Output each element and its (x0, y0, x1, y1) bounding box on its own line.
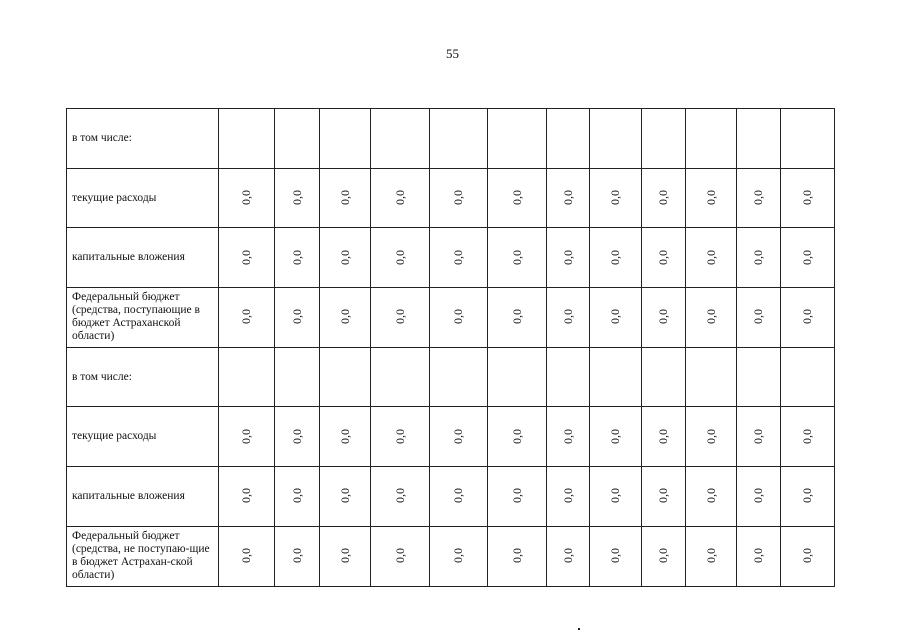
row-label: в том числе: (67, 347, 219, 407)
cell-value: 0,0 (656, 190, 670, 206)
cell-value: 0,0 (800, 190, 814, 206)
value-cell (547, 288, 590, 348)
value-cell (686, 526, 737, 586)
value-cell (275, 526, 320, 586)
cell-value: 0,0 (392, 309, 407, 325)
cell-value: 0,0 (451, 548, 465, 564)
value-cell (430, 228, 488, 288)
value-cell (642, 526, 686, 586)
cell-value: 0,0 (703, 488, 718, 504)
value-cell (320, 347, 371, 407)
value-cell (275, 347, 320, 407)
value-cell (320, 526, 371, 586)
row-label: текущие расходы (67, 407, 219, 467)
value-cell (737, 168, 781, 228)
row-label: Федеральный бюджет (средства, поступающие в бюджет Астраханской области) (67, 288, 219, 348)
value-cell (547, 168, 590, 228)
value-cell (642, 288, 686, 348)
value-cell (642, 467, 686, 527)
value-cell (430, 288, 488, 348)
value-cell (371, 467, 430, 527)
value-cell (686, 467, 737, 527)
value-cell (219, 228, 275, 288)
value-cell (781, 228, 835, 288)
value-cell (590, 288, 642, 348)
value-cell (737, 347, 781, 407)
cell-value: 0,0 (703, 190, 718, 206)
value-cell (219, 288, 275, 348)
budget-table (66, 108, 835, 587)
cell-value: 0,0 (608, 548, 622, 564)
cell-value: 0,0 (608, 309, 622, 325)
value-cell (320, 168, 371, 228)
cell-value: 0,0 (751, 548, 765, 564)
value-cell (219, 467, 275, 527)
cell-value: 0,0 (451, 428, 465, 444)
table-row (67, 288, 835, 348)
value-cell (371, 407, 430, 467)
scan-mark (578, 628, 580, 630)
value-cell (781, 168, 835, 228)
cell-value: 0,0 (392, 190, 407, 206)
row-label: капитальные вложения (67, 467, 219, 527)
value-cell (371, 228, 430, 288)
value-cell (430, 467, 488, 527)
cell-value: 0,0 (560, 309, 575, 325)
cell-value: 0,0 (656, 488, 670, 504)
value-cell (590, 109, 642, 169)
value-cell (590, 407, 642, 467)
value-cell (371, 109, 430, 169)
value-cell (275, 168, 320, 228)
value-cell (219, 168, 275, 228)
value-cell (686, 228, 737, 288)
value-cell (642, 407, 686, 467)
cell-value: 0,0 (239, 428, 253, 444)
value-cell (371, 288, 430, 348)
row-label: текущие расходы (67, 168, 219, 228)
cell-value: 0,0 (239, 548, 253, 564)
cell-value: 0,0 (509, 428, 524, 444)
value-cell (642, 347, 686, 407)
value-cell (547, 407, 590, 467)
row-label: Федеральный бюджет (средства, не поступаю-щие в бюджет Астрахан-ской области) (67, 526, 219, 586)
value-cell (590, 228, 642, 288)
cell-value: 0,0 (751, 309, 765, 325)
value-cell (488, 467, 547, 527)
cell-value: 0,0 (337, 190, 352, 206)
cell-value: 0,0 (392, 249, 407, 265)
cell-value: 0,0 (751, 190, 765, 206)
cell-value: 0,0 (656, 548, 670, 564)
value-cell (737, 228, 781, 288)
value-cell (219, 407, 275, 467)
value-cell (547, 347, 590, 407)
value-cell (590, 526, 642, 586)
value-cell (275, 407, 320, 467)
row-label: в том числе: (67, 109, 219, 169)
value-cell (430, 407, 488, 467)
cell-value: 0,0 (337, 249, 352, 265)
value-cell (488, 288, 547, 348)
cell-value: 0,0 (451, 190, 465, 206)
cell-value: 0,0 (560, 548, 575, 564)
cell-value: 0,0 (509, 249, 524, 265)
value-cell (320, 228, 371, 288)
cell-value: 0,0 (656, 309, 670, 325)
cell-value: 0,0 (451, 309, 465, 325)
value-cell (590, 347, 642, 407)
cell-value: 0,0 (239, 488, 253, 504)
table-row (67, 228, 835, 288)
value-cell (686, 407, 737, 467)
value-cell (275, 109, 320, 169)
table-row (67, 467, 835, 527)
value-cell (547, 467, 590, 527)
value-cell (320, 467, 371, 527)
value-cell (430, 168, 488, 228)
cell-value: 0,0 (451, 249, 465, 265)
row-label: капитальные вложения (67, 228, 219, 288)
value-cell (488, 526, 547, 586)
value-cell (642, 109, 686, 169)
cell-value: 0,0 (656, 249, 670, 265)
value-cell (590, 467, 642, 527)
cell-value: 0,0 (703, 309, 718, 325)
cell-value: 0,0 (239, 309, 253, 325)
cell-value: 0,0 (289, 309, 304, 325)
cell-value: 0,0 (289, 190, 304, 206)
cell-value: 0,0 (703, 249, 718, 265)
cell-value: 0,0 (509, 309, 524, 325)
cell-value: 0,0 (289, 428, 304, 444)
table-row (67, 407, 835, 467)
cell-value: 0,0 (560, 428, 575, 444)
value-cell (781, 288, 835, 348)
value-cell (781, 347, 835, 407)
value-cell (737, 467, 781, 527)
value-cell (219, 109, 275, 169)
cell-value: 0,0 (608, 488, 622, 504)
value-cell (488, 228, 547, 288)
cell-value: 0,0 (656, 428, 670, 444)
cell-value: 0,0 (289, 249, 304, 265)
cell-value: 0,0 (337, 309, 352, 325)
cell-value: 0,0 (509, 190, 524, 206)
value-cell (547, 109, 590, 169)
value-cell (547, 228, 590, 288)
value-cell (488, 347, 547, 407)
cell-value: 0,0 (800, 249, 814, 265)
value-cell (781, 109, 835, 169)
value-cell (547, 526, 590, 586)
value-cell (686, 168, 737, 228)
value-cell (320, 109, 371, 169)
cell-value: 0,0 (337, 428, 352, 444)
cell-value: 0,0 (289, 488, 304, 504)
value-cell (590, 168, 642, 228)
value-cell (642, 168, 686, 228)
value-cell (275, 288, 320, 348)
value-cell (737, 288, 781, 348)
value-cell (737, 109, 781, 169)
value-cell (781, 467, 835, 527)
value-cell (686, 288, 737, 348)
value-cell (219, 526, 275, 586)
value-cell (275, 228, 320, 288)
cell-value: 0,0 (800, 309, 814, 325)
page-number: 55 (446, 46, 459, 61)
cell-value: 0,0 (392, 428, 407, 444)
cell-value: 0,0 (800, 428, 814, 444)
value-cell (371, 347, 430, 407)
cell-value: 0,0 (751, 488, 765, 504)
value-cell (320, 288, 371, 348)
value-cell (642, 228, 686, 288)
cell-value: 0,0 (392, 488, 407, 504)
value-cell (320, 407, 371, 467)
table-row (67, 168, 835, 228)
value-cell (430, 109, 488, 169)
cell-value: 0,0 (703, 428, 718, 444)
value-cell (488, 109, 547, 169)
value-cell (781, 526, 835, 586)
cell-value: 0,0 (337, 548, 352, 564)
cell-value: 0,0 (608, 190, 622, 206)
table-row (67, 347, 835, 407)
cell-value: 0,0 (451, 488, 465, 504)
cell-value: 0,0 (239, 249, 253, 265)
value-cell (430, 526, 488, 586)
value-cell (686, 109, 737, 169)
cell-value: 0,0 (800, 548, 814, 564)
cell-value: 0,0 (337, 488, 352, 504)
cell-value: 0,0 (608, 249, 622, 265)
cell-value: 0,0 (392, 548, 407, 564)
cell-value: 0,0 (239, 190, 253, 206)
value-cell (488, 168, 547, 228)
cell-value: 0,0 (608, 428, 622, 444)
cell-value: 0,0 (509, 488, 524, 504)
value-cell (781, 407, 835, 467)
value-cell (371, 526, 430, 586)
cell-value: 0,0 (509, 548, 524, 564)
cell-value: 0,0 (560, 488, 575, 504)
budget-table-body (67, 109, 835, 587)
table-row (67, 109, 835, 169)
value-cell (686, 347, 737, 407)
cell-value: 0,0 (560, 190, 575, 206)
table-row (67, 526, 835, 586)
cell-value: 0,0 (751, 249, 765, 265)
value-cell (275, 467, 320, 527)
cell-value: 0,0 (751, 428, 765, 444)
cell-value: 0,0 (560, 249, 575, 265)
value-cell (430, 347, 488, 407)
value-cell (488, 407, 547, 467)
cell-value: 0,0 (289, 548, 304, 564)
value-cell (737, 526, 781, 586)
cell-value: 0,0 (800, 488, 814, 504)
value-cell (219, 347, 275, 407)
value-cell (371, 168, 430, 228)
cell-value: 0,0 (703, 548, 718, 564)
value-cell (737, 407, 781, 467)
